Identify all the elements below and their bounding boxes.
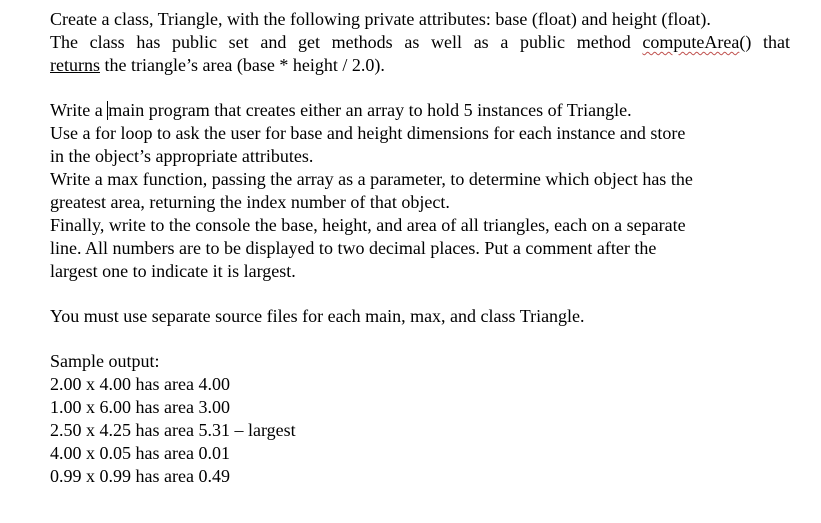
requirement-paragraph [50, 305, 790, 328]
instructions-line: Finally, write to the console the base, height, and area of all triangles, each on a separate [50, 215, 686, 235]
blank-line [50, 283, 790, 305]
instructions-paragraph [50, 99, 790, 283]
instructions-line: line. All numbers are to be displayed to two decimal places. Put a comment after the [50, 238, 657, 258]
intro-line-3 [50, 54, 790, 77]
intro-line-1: Create a class, Triangle, with the following private attributes: base (float) and height (float). [50, 9, 711, 29]
intro-paragraph [50, 8, 790, 77]
intro-line-2-text: The class has public set and get methods as well as a public method [50, 32, 631, 52]
blank-line [50, 328, 790, 350]
instructions-line-1-start: Write a [50, 100, 108, 120]
sample-output-heading: Sample output: [50, 351, 160, 371]
instructions-line-1 [50, 99, 790, 122]
intro-line-3-text: the triangle’s area (base * height / 2.0). [99, 55, 385, 75]
instructions-line: Use a for loop to ask the user for base and height dimensions for each instance and store [50, 123, 686, 143]
instructions-line: largest one to indicate it is largest. [50, 261, 296, 281]
blank-line [50, 77, 790, 99]
instructions-line: in the object’s appropriate attributes. [50, 146, 314, 166]
returns-word: returns [50, 55, 100, 75]
sample-output-block [50, 350, 790, 488]
requirement-line: You must use separate source files for each main, max, and class Triangle. [50, 306, 585, 326]
instructions-line: Write a max function, passing the array as a parameter, to determine which object has the [50, 169, 693, 189]
sample-output-row: 2.50 x 4.25 has area 5.31 – largest [50, 420, 296, 440]
instructions-line-1-end: main program that creates either an array to hold 5 instances of Triangle. [108, 100, 632, 120]
document-page [50, 8, 790, 488]
intro-line-2 [50, 31, 790, 54]
intro-line-2-tail: () that [739, 32, 791, 52]
compute-area-method-name: computeArea [642, 32, 740, 52]
sample-output-row: 2.00 x 4.00 has area 4.00 [50, 374, 230, 394]
sample-output-row: 0.99 x 0.99 has area 0.49 [50, 466, 230, 486]
sample-output-row: 1.00 x 6.00 has area 3.00 [50, 397, 230, 417]
instructions-line: greatest area, returning the index number of that object. [50, 192, 450, 212]
sample-output-row: 4.00 x 0.05 has area 0.01 [50, 443, 230, 463]
